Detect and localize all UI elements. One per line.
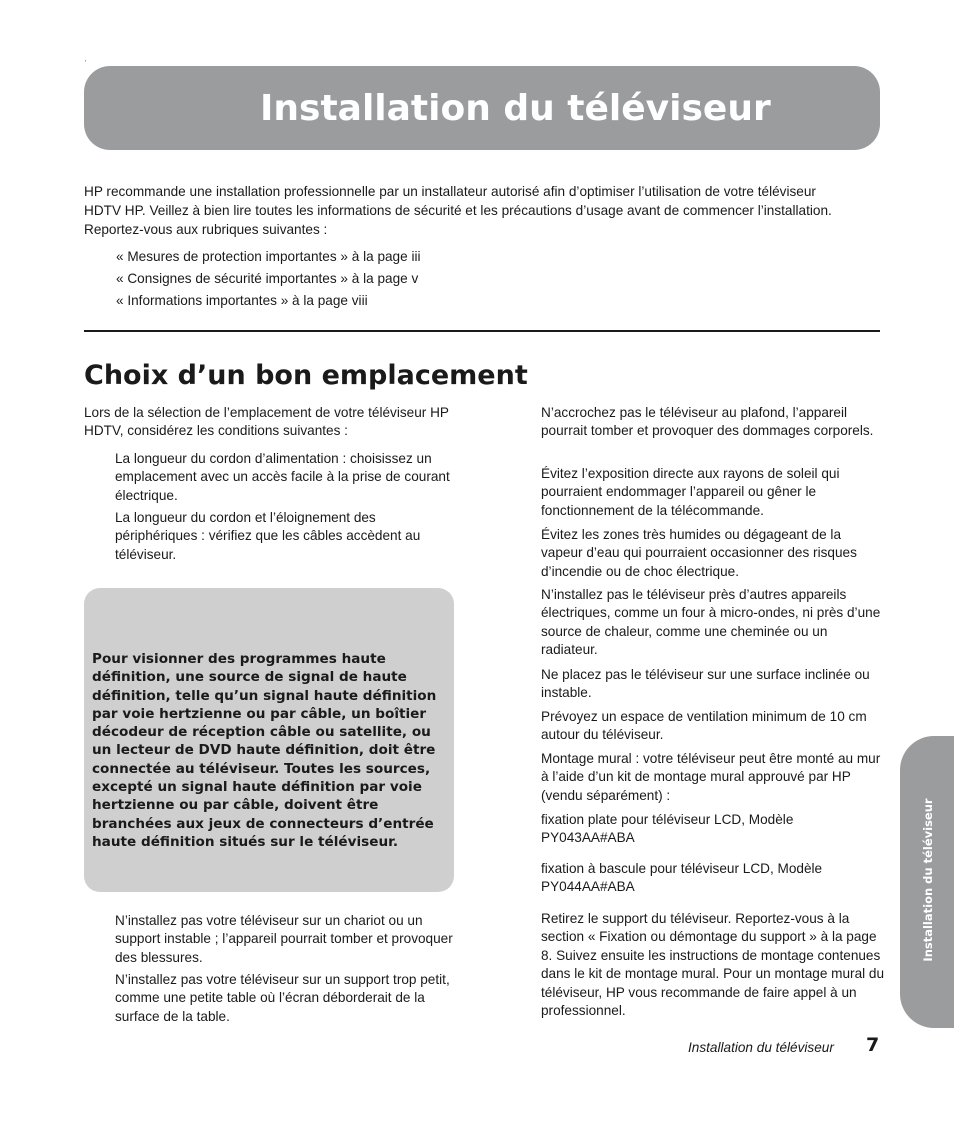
- reference-link[interactable]: « Mesures de protection importantes » à la page iii: [116, 249, 421, 264]
- right-item: Retirez le support du téléviseur. Reportez-vous à la section « Fixation ou démontage du support » à la page 8. Suivez ensuite les instructions de montage contenues dans le kit de montage mural. Pour un montage mural du téléviseur, HP vous recommande de faire appel à un professionnel.: [541, 911, 885, 1019]
- note-text: Pour visionner des programmes haute définition, une source de signal de haute définition, telle qu’un signal haute définition par voie hertzienne ou par câble, un boîtier décodeur de réception câble ou satellite, ou un lecteur de DVD haute définition, doit être connectée au téléviseur. Toutes les sources, excepté un signal haute définition par voie hertzienne ou par câble, doivent être branchées aux jeux de connecteurs d’entrée haute définition situés sur le téléviseur.: [92, 651, 437, 850]
- right-item: Montage mural : votre téléviseur peut être monté au mur à l’aide d’un kit de montage mural approuvé par HP (vendu séparément) :: [541, 751, 881, 803]
- section-heading: Choix d’un bon emplacement: [84, 360, 528, 391]
- left-intro: Lors de la sélection de l’emplacement de votre téléviseur HP HDTV, considérez les conditions suivantes :: [84, 405, 449, 439]
- page-number: 7: [866, 1034, 880, 1056]
- right-item: fixation plate pour téléviseur LCD, Modèle PY043AA#ABA: [541, 812, 794, 846]
- section-divider: [84, 330, 880, 332]
- right-item: Évitez les zones très humides ou dégageant de la vapeur d’eau qui pourraient occasionner des risques d’incendie ou de choc électrique.: [541, 527, 857, 579]
- page-title: Installation du téléviseur: [260, 88, 771, 129]
- intro-paragraph: HP recommande une installation professionnelle par un installateur autorisé afin d’optimiser l’utilisation de votre téléviseur HDTV HP. Veillez à bien lire toutes les informations de sécurité et les précautions d’usage avant de commencer l’installation. Reportez-vous aux rubriques suivantes :: [84, 184, 832, 237]
- right-item: N’installez pas le téléviseur près d’autres appareils électriques, comme un four à micro-ondes, ni près d’une source de chaleur, comme une cheminée ou un radiateur.: [541, 587, 881, 658]
- reference-link[interactable]: « Informations importantes » à la page viii: [116, 293, 368, 308]
- right-item: fixation à bascule pour téléviseur LCD, Modèle PY044AA#ABA: [541, 861, 823, 895]
- left-item: N’installez pas votre téléviseur sur un support trop petit, comme une petite table où l’écran déborderait de la surface de la table.: [115, 972, 450, 1024]
- right-item: Prévoyez un espace de ventilation minimum de 10 cm autour du téléviseur.: [541, 709, 867, 743]
- left-item: La longueur du cordon d’alimentation : choisissez un emplacement avec un accès facile à la prise de courant électrique.: [115, 451, 450, 503]
- left-item: N’installez pas votre téléviseur sur un chariot ou un support instable ; l’appareil pourrait tomber et provoquer des blessures.: [115, 913, 453, 965]
- stray-mark: ': [85, 60, 87, 67]
- right-item: N’accrochez pas le téléviseur au plafond, l’appareil pourrait tomber et provoquer des dommages corporels.: [541, 405, 874, 439]
- right-item: Évitez l’exposition directe aux rayons de soleil qui pourraient endommager l’appareil ou gêner le fonctionnement de la télécommande.: [541, 466, 840, 518]
- chapter-tab-text: Installation du téléviseur: [921, 798, 935, 962]
- right-item: Ne placez pas le téléviseur sur une surface inclinée ou instable.: [541, 667, 870, 701]
- left-item: La longueur du cordon et l’éloignement des périphériques : vérifiez que les câbles accèdent au téléviseur.: [115, 510, 421, 562]
- reference-link[interactable]: « Consignes de sécurité importantes » à la page v: [116, 271, 419, 286]
- footer-label: Installation du téléviseur: [688, 1040, 834, 1055]
